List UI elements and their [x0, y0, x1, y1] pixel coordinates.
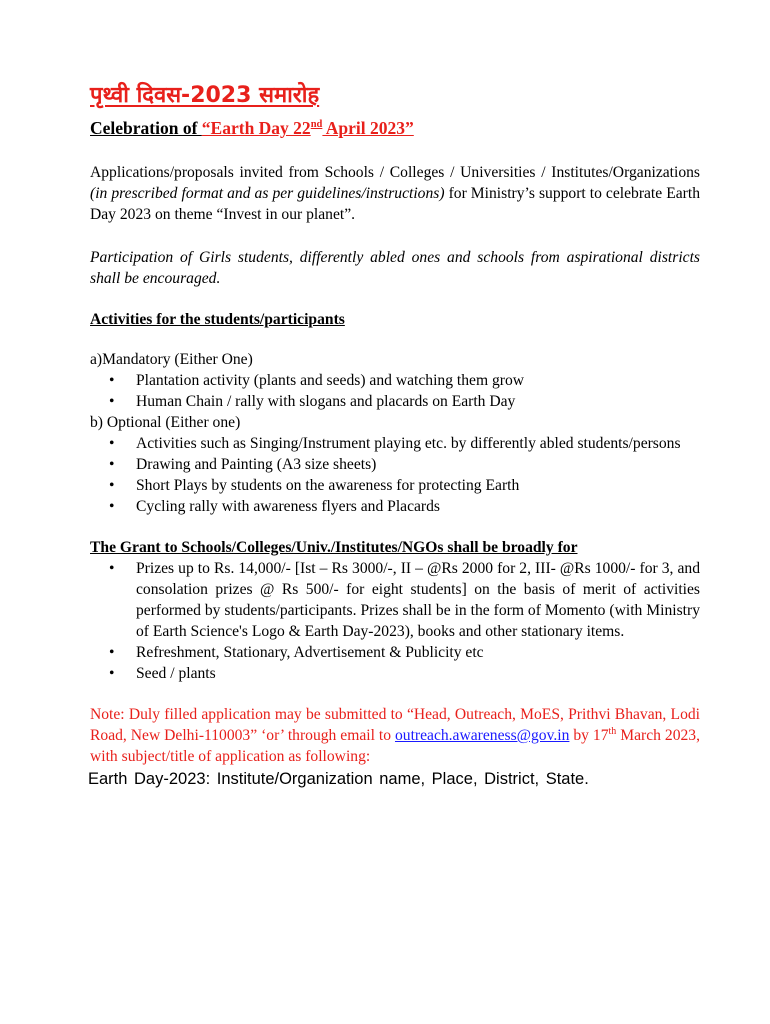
activities-heading: Activities for the students/participants: [90, 311, 345, 328]
note-text-b: by 17: [569, 727, 609, 744]
list-item: • Drawing and Painting (A3 size sheets): [136, 454, 700, 475]
note-sup: th: [608, 725, 617, 737]
list-item: • Plantation activity (plants and seeds) and watching them grow: [136, 370, 700, 391]
mandatory-list: [90, 370, 700, 412]
subject-line: Earth Day-2023: Institute/Organization name, Place, District, State.: [88, 770, 589, 788]
list-item: • Short Plays by students on the awareness for protecting Earth: [136, 475, 700, 496]
list-item: • Refreshment, Stationary, Advertisement & Publicity etc: [136, 642, 700, 663]
subtitle-prefix: Celebration of: [90, 118, 202, 138]
note-text-c: March 2023, with subject/title of application as following:: [90, 727, 700, 765]
hindi-title: पृथ्वी दिवस-2023 समारोह: [90, 83, 320, 108]
invitation-text-a: Applications/proposals invited from Schools / Colleges / Universities / Institutes/Organizations: [90, 164, 700, 181]
submission-note: [90, 704, 700, 767]
document-page: [90, 82, 700, 790]
subtitle-event-date: April 2023”: [322, 118, 414, 138]
page-subtitle: [90, 116, 700, 140]
subtitle-sup: nd: [310, 119, 323, 131]
participation-paragraph: Participation of Girls students, differently abled ones and schools from aspirational districts shall be encouraged.: [90, 249, 700, 287]
mandatory-section: [90, 349, 700, 517]
mandatory-label: a)Mandatory (Either One): [90, 351, 253, 368]
grant-list: [90, 558, 700, 684]
note-text-a: Note: Duly filled application may be submitted to “Head, Outreach, MoES, Prithvi Bhavan, Lodi Road, New Delhi-110003” ‘or’ through email to: [90, 706, 700, 744]
subtitle-event: “Earth Day 22: [201, 118, 311, 138]
grant-heading: The Grant to Schools/Colleges/Univ./Institutes/NGOs shall be broadly for: [90, 539, 578, 556]
optional-label: b) Optional (Either one): [90, 414, 241, 431]
invitation-text-italic: (in prescribed format and as per guidelines/instructions): [90, 185, 445, 202]
list-item: • Prizes up to Rs. 14,000/- [Ist – Rs 3000/-, II – @Rs 2000 for 2, III- @Rs 1000/- for 3, and consolation prizes @ Rs 500/- for eight students] on the basis of merit of activities performed by students/participants. Prizes shall be in the form of Momento (with Ministry of Earth Science's Logo & Earth Day-2023), books and other stationary items.: [136, 558, 700, 642]
list-item: • Activities such as Singing/Instrument playing etc. by differently abled students/persons: [136, 433, 700, 454]
invitation-paragraph: [90, 162, 700, 225]
list-item: • Cycling rally with awareness flyers and Placards: [136, 496, 700, 517]
list-item: • Human Chain / rally with slogans and placards on Earth Day: [136, 391, 700, 412]
list-item: • Seed / plants: [136, 663, 700, 684]
invitation-text-b: for Ministry’s support to celebrate Earth Day 2023 on theme “Invest in our planet”.: [90, 185, 700, 223]
email-link[interactable]: outreach.awareness@gov.in: [394, 727, 570, 744]
optional-list: [90, 433, 700, 517]
